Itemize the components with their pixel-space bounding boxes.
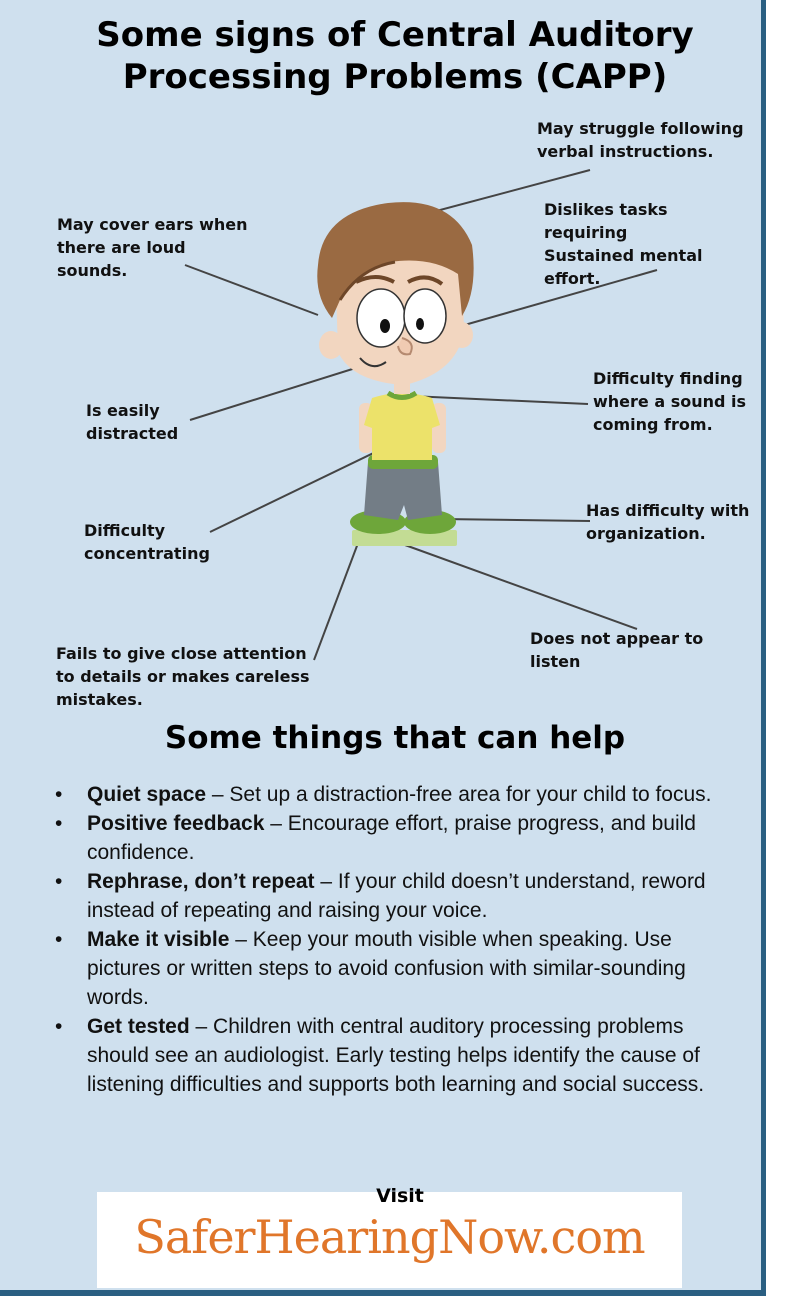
tip-text: – If your child doesn’t understand, reword instead of repeating and raising your voice. bbox=[87, 870, 706, 922]
sign-concentrating: Difficulty concentrating bbox=[84, 521, 210, 563]
tip-text: – Children with central auditory processing problems should see an audiologist. Early testing helps identify the cause of listening difficulties and supports both learning and social success. bbox=[87, 1015, 705, 1096]
tip-term: Positive feedback bbox=[87, 812, 265, 835]
pointer-distracted bbox=[190, 366, 362, 420]
title-line-2: Processing Problems (CAPP) bbox=[122, 57, 668, 97]
tip-text: – Set up a distraction-free area for your child to focus. bbox=[206, 783, 712, 806]
tip-term: Make it visible bbox=[87, 928, 230, 951]
list-item bbox=[52, 1012, 722, 1099]
list-item bbox=[52, 925, 722, 1012]
visit-label: Visit bbox=[376, 1185, 424, 1207]
pointer-sound-source bbox=[410, 396, 588, 404]
bullet: • bbox=[55, 870, 63, 893]
pointer-listen bbox=[405, 545, 637, 629]
list-item bbox=[52, 780, 722, 809]
sign-mental-effort: Dislikes tasks requiring Sustained mental effort. bbox=[544, 200, 703, 288]
shirt bbox=[364, 393, 440, 460]
bullet: • bbox=[55, 1015, 63, 1038]
bullet: • bbox=[55, 812, 63, 835]
tips-list bbox=[52, 780, 722, 1099]
bullet: • bbox=[55, 928, 63, 951]
list-item bbox=[52, 867, 722, 925]
sign-not-listening: Does not appear to listen bbox=[530, 629, 704, 671]
right-eye bbox=[404, 289, 446, 343]
sign-easily-distracted: Is easily distracted bbox=[86, 401, 179, 443]
feet bbox=[350, 510, 457, 546]
sign-organization: Has difficulty with organization. bbox=[586, 501, 750, 543]
sign-verbal-instructions: May struggle following verbal instructions. bbox=[537, 119, 744, 161]
sign-sound-source: Difficulty finding where a sound is coming from. bbox=[593, 369, 747, 434]
title-line-1: Some signs of Central Auditory bbox=[96, 15, 694, 55]
help-heading: Some things that can help bbox=[164, 720, 626, 756]
list-item bbox=[52, 809, 722, 867]
tip-term: Quiet space bbox=[87, 783, 207, 806]
tip-text: – Keep your mouth visible when speaking. Use pictures or written steps to avoid confusion with similar-sounding words. bbox=[87, 928, 686, 1009]
tip-text: – Encourage effort, praise progress, and build confidence. bbox=[87, 812, 696, 864]
sign-cover-ears: May cover ears when there are loud sounds. bbox=[57, 215, 248, 280]
tip-term: Rephrase, don’t repeat bbox=[87, 870, 315, 893]
website-link[interactable]: SaferHearingNow.com bbox=[134, 1210, 645, 1264]
sign-careless-mistakes: Fails to give close attention to details or makes careless mistakes. bbox=[56, 644, 310, 709]
tip-term: Get tested bbox=[87, 1015, 190, 1038]
left-eye bbox=[357, 289, 405, 347]
pointer-organization bbox=[440, 519, 590, 521]
legs bbox=[364, 462, 442, 520]
bullet: • bbox=[55, 783, 63, 806]
